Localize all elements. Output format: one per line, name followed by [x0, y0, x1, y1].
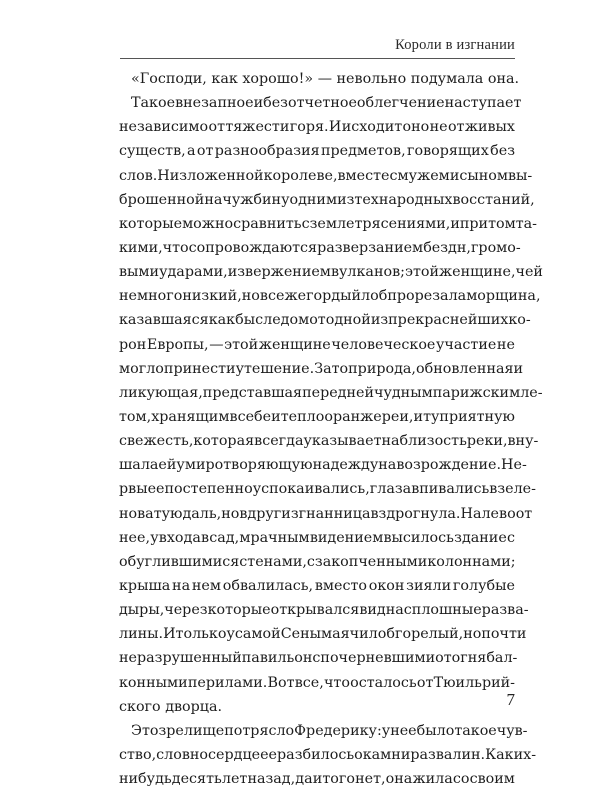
text-line: нее, у входа в сад, мрачным видением высилось здание с: [119, 529, 515, 546]
text-line: конными перилами. Вот все, что осталось от Тюильрий-: [119, 674, 515, 691]
text-line: рон Европы, — этой женщине человеческое участие не: [119, 336, 515, 353]
text-line: Такое внезапное и безотчетное облегчение наступает: [131, 95, 522, 112]
text-line: ство, словно сердце ее разбилось о камни развалин. Каких-: [119, 746, 537, 763]
text-line: существ, а от разнообразия предметов, говорящих без: [119, 143, 515, 160]
text-line: которые можно сравнить с землетрясениями, и притом та-: [119, 215, 537, 232]
header-rule: [120, 58, 515, 59]
text-line: ликующая, представшая перед ней чудным парижским ле-: [119, 384, 543, 401]
text-line: могло принести утешение. Зато природа, обновленная и: [119, 360, 524, 377]
text-line: независимо от тяжести горя. И исходит оно не от живых: [119, 119, 515, 136]
text-line: лины. И только у самой Сены маячил обгорелый, но почти: [119, 626, 527, 643]
text-line: дыры, через которые открывался вид на сплошные разва-: [119, 602, 529, 619]
text-line: нибудь десять лет назад, да и того нет, она жила со своим: [119, 771, 515, 788]
text-line: «Господи, как хорошо!» — невольно подумала она.: [131, 71, 520, 87]
text-line: немного низкий, но все же гордый лоб прорезала морщина,: [119, 288, 541, 305]
text-line: не разрушенный павильон с почерневшими от огня бал-: [119, 650, 518, 667]
text-line: рвы ее постепенно успокаивались, глаза впивались в зеле-: [119, 481, 536, 498]
text-line: шала ей умиротворяющую надежду на возрождение. Не-: [119, 457, 527, 474]
text-line: слов. Низложенной королеве, вместе с мужем и сыном вы-: [119, 167, 533, 184]
text-line: казавшаяся как бы следом от одной из прекраснейших ко-: [119, 312, 531, 329]
text-line: новатую даль, но вдруг изгнанница вздрогнула. Налево от: [119, 505, 533, 522]
body-text: [119, 67, 543, 791]
text-line: том, хранящим в себе и тепло оранжереи, и ту приятную: [119, 408, 515, 425]
running-header-title: Короли в изгнании: [395, 37, 515, 53]
text-line: обуглившимися стенами, с закопченными колоннами;: [119, 553, 516, 570]
text-line: кими, что сопровождаются разверзанием бездн, громо-: [119, 239, 521, 256]
text-line: выми ударами, извержением вулканов; этой женщине, чей: [119, 264, 543, 281]
text-line: ского дворца.: [119, 698, 223, 715]
page-number: 7: [506, 690, 515, 709]
text-line: свежесть, которая всегда указывает на близость реки, вну-: [119, 433, 539, 450]
text-line: крыша на нем обвалилась, вместо окон зияли голубые: [119, 577, 515, 594]
text-line: брошенной на чужбину одним из тех народных восстаний,: [119, 191, 535, 208]
text-line: Это зрелище потрясло Фредерику: у нее было такое чув-: [131, 722, 528, 739]
